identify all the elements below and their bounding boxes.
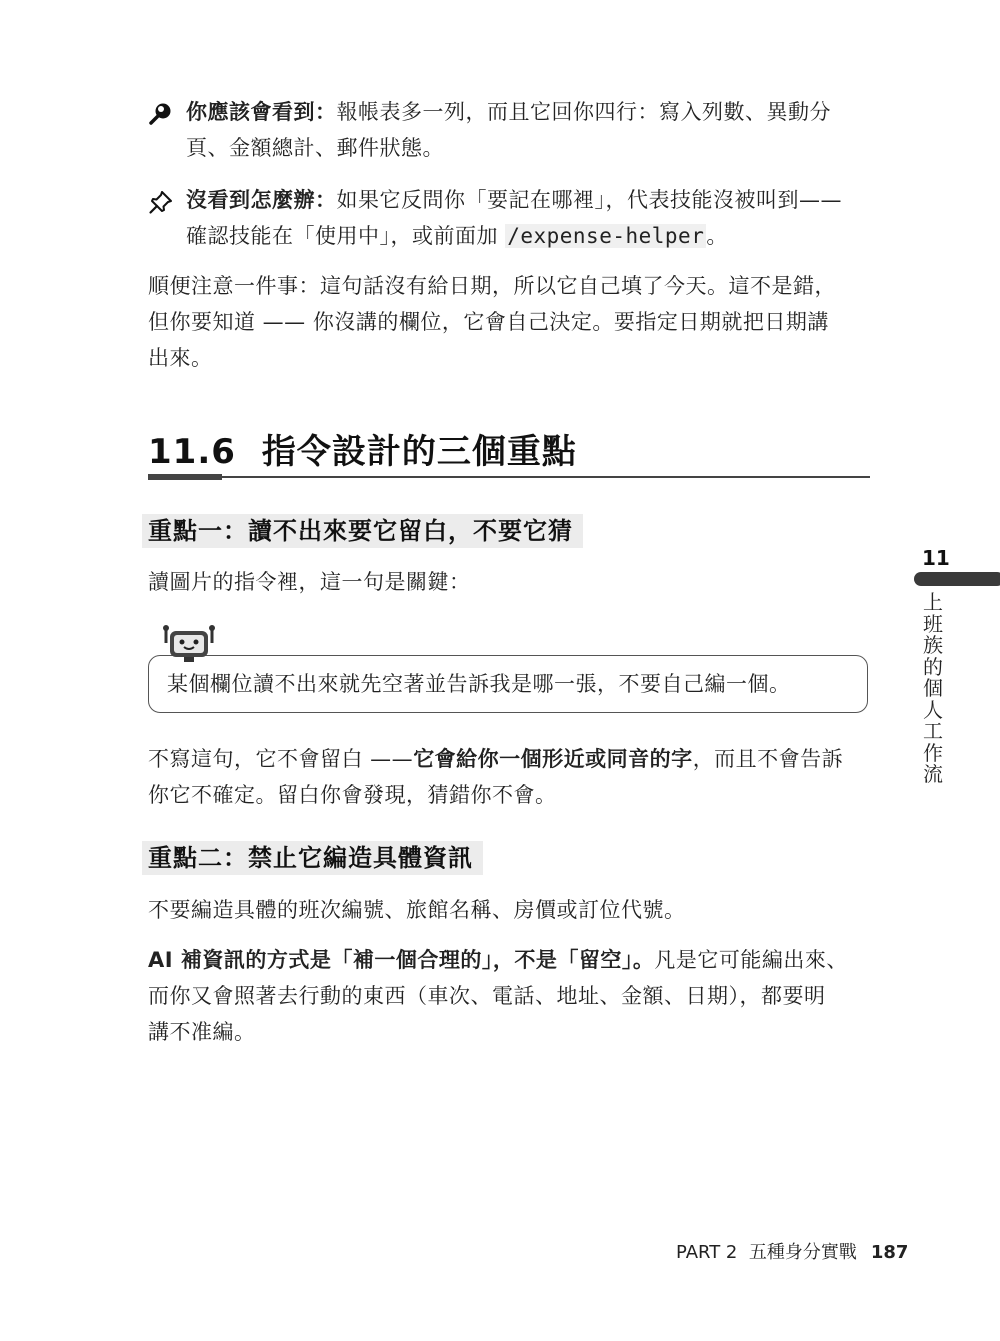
paragraph-date-note: [148, 268, 878, 376]
chapter-tab-number: 11: [922, 546, 950, 570]
tip-body-line2: 頁、金額總計、郵件狀態。: [186, 136, 444, 160]
inline-code: /expense-helper: [507, 224, 705, 248]
tip-troubleshoot: [148, 182, 873, 256]
section-heading: [148, 424, 577, 473]
paragraph-emphasis: AI 補資訊的方式是「補一個合理的」，不是「留空」。: [148, 948, 655, 972]
paragraph-text: ，而且不會告訴: [692, 747, 844, 771]
section-divider: [148, 476, 870, 478]
pushpin-icon: [148, 189, 174, 215]
paragraph-text: 凡是它可能編出來、: [654, 948, 848, 972]
subheading-point-2: 重點二：禁止它編造具體資訊: [142, 841, 483, 875]
tip-expected-result: [148, 94, 873, 168]
chapter-tab-title: 上班族的個人工作流: [923, 590, 943, 786]
paragraph-line: 出來。: [148, 346, 213, 370]
section-title: 指令設計的三個重點: [261, 432, 577, 472]
paragraph-line: [148, 942, 878, 978]
footer-part-title: PART 2 五種身分實戰: [676, 1242, 857, 1263]
paragraph-line: 講不准編。: [148, 1020, 256, 1044]
paragraph-line: 你它不確定。留白你會發現，猜錯你不會。: [148, 783, 557, 807]
tip-text: [186, 182, 876, 254]
tip-body-text: 確認技能在「使用中」，或前面加: [186, 224, 506, 248]
paragraph-line: 而你又會照著去行動的東西（車次、電話、地址、金額、日期），都要明: [148, 984, 826, 1008]
page-number: 187: [870, 1242, 909, 1263]
tip-text: [186, 94, 876, 166]
page-footer: [676, 1238, 908, 1264]
paragraph-point1-explain: [148, 741, 878, 813]
paragraph-point2-explain: [148, 942, 878, 1050]
tip-body: 如果它反問你「要記在哪裡」，代表技能沒被叫到——: [336, 188, 842, 212]
paragraph-text: 不寫這句，它不會留白 ——: [148, 747, 414, 771]
tip-body-line2: [186, 218, 876, 254]
paragraph-emphasis: 它會給你一個形近或同音的字: [413, 747, 693, 771]
subheading-point-1: 重點一：讀不出來要它留白，不要它猜: [142, 514, 583, 548]
paragraph-line: 順便注意一件事：這句話沒有給日期，所以它自己填了今天。這不是錯，: [148, 274, 836, 298]
prompt-box: [148, 655, 868, 713]
paragraph-line: 但你要知道 —— 你沒講的欄位，它會自己決定。要指定日期就把日期講: [148, 310, 829, 334]
paragraph-point1-intro: 讀圖片的指令裡，這一句是關鍵：: [148, 570, 471, 594]
magnifier-icon: [148, 101, 174, 127]
paragraph-point2-rule: 不要編造具體的班次編號、旅館名稱、房價或訂位代號。: [148, 898, 686, 922]
paragraph-line: [148, 741, 878, 777]
section-number: 11.6: [148, 432, 236, 472]
chapter-tab-bar: [914, 572, 1000, 586]
tip-label: 你應該會看到：: [186, 100, 337, 124]
tip-label: 沒看到怎麼辦：: [186, 188, 337, 212]
section-divider-accent: [148, 474, 222, 480]
tip-body-text: 。: [706, 224, 728, 248]
tip-body: 報帳表多一列，而且它回你四行：寫入列數、異動分: [336, 100, 831, 124]
robot-icon: [160, 621, 218, 665]
prompt-text: 某個欄位讀不出來就先空著並告訴我是哪一張，不要自己編一個。: [167, 672, 791, 696]
